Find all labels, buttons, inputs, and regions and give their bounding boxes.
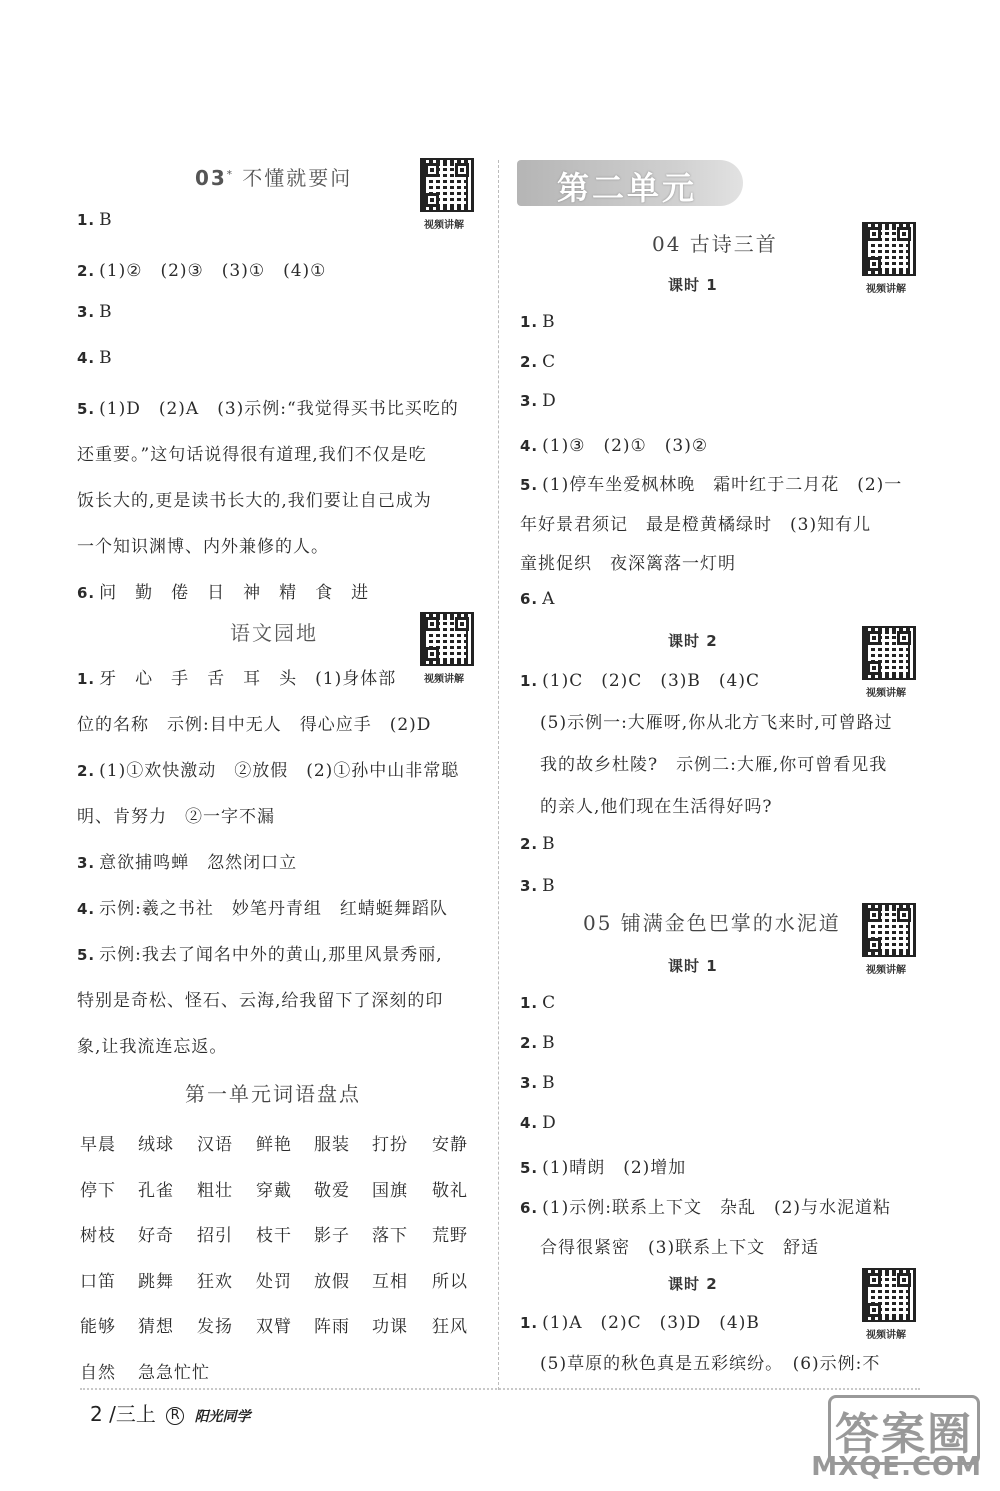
answer-text: C	[542, 993, 557, 1013]
question-number: 3.	[520, 1074, 539, 1092]
answer-text: 一个知识渊博、内外兼修的人。	[77, 537, 329, 557]
question-number: 5.	[77, 400, 96, 418]
question-number: 1.	[520, 1314, 539, 1332]
question-number: 1.	[520, 994, 539, 1012]
answer-text: D	[542, 1113, 557, 1133]
question-number: 1.	[520, 313, 539, 331]
word-item: 发扬	[197, 1317, 233, 1337]
answer-line	[540, 1349, 880, 1374]
qr-label: 视频讲解	[424, 674, 464, 685]
answer-text: 还重要。”这句话说得很有道理,我们不仅是吃	[77, 445, 427, 465]
word-item: 好奇	[138, 1226, 174, 1246]
answer-line	[77, 256, 326, 281]
answer-line	[77, 802, 275, 827]
answer-line	[520, 470, 902, 495]
answer-line	[77, 578, 369, 603]
answer-line	[77, 394, 459, 419]
word-item: 孔雀	[138, 1180, 174, 1201]
question-number: 6.	[520, 589, 539, 608]
lesson-04-class-2: 课时 2	[668, 632, 718, 650]
words-title: 第一单元词语盘点	[185, 1082, 361, 1106]
page-number: 2	[90, 1402, 103, 1426]
word-item: 停下	[80, 1180, 116, 1201]
answer-line	[540, 1233, 819, 1258]
question-number: 1.	[77, 211, 96, 229]
answer-line	[77, 894, 448, 919]
answer-text: 的亲人,他们现在生活得好吗?	[540, 797, 773, 817]
qr-code-icon[interactable]	[420, 612, 474, 666]
answer-line	[77, 348, 113, 368]
answer-line	[77, 302, 113, 322]
word-item: 能够	[80, 1317, 116, 1337]
word-item: 功课	[372, 1317, 408, 1337]
answer-line	[520, 876, 556, 896]
answer-text: B	[542, 1073, 556, 1093]
question-number: 2.	[77, 262, 96, 280]
word-item: 狂风	[432, 1317, 468, 1337]
word-item: 处罚	[256, 1271, 292, 1292]
word-item: 树枝	[80, 1226, 116, 1246]
page-footer	[90, 1398, 251, 1427]
footer-divider	[80, 1388, 920, 1390]
question-number: 2.	[77, 762, 96, 780]
answer-line	[520, 510, 871, 535]
answer-line	[77, 1032, 227, 1057]
answer-text: (5)草原的秋色真是五彩缤纷。 (6)示例:不	[540, 1354, 881, 1374]
qr-label: 视频讲解	[866, 688, 906, 699]
answer-text: (1)示例:联系上下文 杂乱 (2)与水泥道粘	[542, 1198, 892, 1218]
unit-banner	[517, 160, 743, 206]
word-item: 敬爱	[314, 1180, 350, 1201]
qr-label: 视频讲解	[866, 1330, 906, 1341]
lesson-03-title: 03* 不懂就要问	[195, 166, 353, 190]
answer-text: (1)③ (2)① (3)②	[542, 435, 709, 456]
answer-line	[520, 352, 556, 372]
word-item: 跳舞	[138, 1271, 174, 1292]
answer-text: 明、肯努力 ②一字不漏	[77, 807, 275, 827]
answer-line	[520, 993, 556, 1013]
answer-line	[77, 664, 396, 689]
answer-text: (1)C (2)C (3)B (4)C	[542, 671, 760, 691]
question-number: 3.	[520, 877, 539, 895]
question-number: 2.	[520, 835, 539, 853]
word-item: 打扮	[372, 1135, 408, 1155]
word-item: 敬礼	[432, 1180, 468, 1201]
answer-line	[77, 440, 427, 465]
answer-line	[520, 549, 736, 574]
word-item: 招引	[197, 1226, 233, 1246]
word-item: 互相	[372, 1271, 408, 1292]
answer-text: 位的名称 示例:目中无人 得心应手 (2)D	[77, 715, 432, 735]
word-item: 早晨	[80, 1135, 116, 1155]
question-number: 3.	[77, 303, 96, 321]
lesson-05-class-1: 课时 1	[668, 957, 718, 975]
answer-text: B	[542, 1033, 556, 1053]
question-number: 1.	[520, 672, 539, 690]
answer-text: B	[542, 312, 556, 332]
question-number: 5.	[520, 1159, 539, 1177]
word-item: 荒野	[432, 1226, 468, 1246]
word-item: 猜想	[138, 1317, 174, 1337]
word-item: 急急忙忙	[138, 1362, 210, 1383]
answer-line	[540, 750, 887, 775]
word-item: 鲜艳	[256, 1135, 292, 1155]
column-divider	[498, 160, 500, 1390]
question-number: 3.	[77, 854, 96, 872]
question-number: 2.	[520, 1034, 539, 1052]
qr-code-icon[interactable]	[862, 626, 916, 680]
word-item: 双臂	[256, 1317, 292, 1337]
answer-text: 象,让我流连忘返。	[77, 1037, 228, 1057]
word-item: 所以	[432, 1271, 468, 1292]
word-item: 影子	[314, 1226, 350, 1246]
question-number: 4.	[77, 900, 96, 918]
qr-code-icon[interactable]	[862, 222, 916, 276]
edition-badge: R	[166, 1407, 184, 1425]
question-number: 1.	[77, 670, 96, 688]
word-item: 穿戴	[256, 1180, 292, 1201]
answer-line	[77, 756, 459, 781]
question-number: 3.	[520, 392, 539, 410]
qr-code-icon[interactable]	[862, 903, 916, 957]
word-item: 放假	[314, 1271, 350, 1292]
answer-text: (1)停车坐爱枫林晚 霜叶红于二月花 (2)一	[542, 475, 903, 495]
answer-line	[520, 1113, 557, 1133]
watermark-logo: 答案圈	[828, 1395, 980, 1465]
word-item: 枝干	[256, 1226, 292, 1246]
answer-text: 童挑促织 夜深篱落一灯明	[520, 554, 736, 574]
answer-line	[520, 312, 556, 332]
answer-line	[77, 940, 443, 965]
garden-title: 语文园地	[230, 621, 318, 645]
answer-text: (1)晴朗 (2)增加	[542, 1158, 687, 1178]
answer-text: B	[99, 210, 113, 230]
answer-line	[520, 589, 555, 609]
word-item: 汉语	[197, 1135, 233, 1155]
word-item: 阵雨	[314, 1317, 350, 1337]
answer-text: B	[99, 302, 113, 322]
answer-text: 示例:羲之书社 妙笔丹青组 红蜻蜓舞蹈队	[99, 899, 448, 919]
answer-text: 问 勤 倦 日 神 精 食 进	[99, 583, 370, 603]
answer-line	[520, 666, 760, 691]
grade-label: /三上	[109, 1402, 156, 1426]
word-item: 服装	[314, 1135, 350, 1155]
answer-line	[520, 391, 557, 411]
answer-text: C	[542, 351, 557, 372]
answer-text: D	[542, 391, 557, 411]
question-number: 6.	[77, 584, 96, 602]
answer-text: 我的故乡杜陵? 示例二:大雁,你可曾看见我	[540, 755, 888, 775]
question-number: 4.	[520, 1114, 539, 1132]
word-item: 绒球	[138, 1135, 174, 1155]
answer-text: B	[542, 876, 556, 896]
answer-text: (1)A (2)C (3)D (4)B	[542, 1313, 760, 1333]
answer-text: (1)D (2)A (3)示例:“我觉得买书比买吃的	[99, 399, 459, 419]
question-number: 6.	[520, 1199, 539, 1217]
qr-code-icon[interactable]	[420, 158, 474, 212]
word-item: 落下	[372, 1226, 408, 1246]
answer-line	[520, 834, 556, 854]
question-number: 2.	[520, 352, 539, 371]
word-item: 粗壮	[197, 1180, 233, 1201]
lesson-05-title: 05 铺满金色巴掌的水泥道	[583, 911, 841, 935]
lesson-04-title: 04 古诗三首	[652, 232, 778, 256]
answer-line	[77, 486, 432, 511]
qr-label: 视频讲解	[424, 220, 464, 231]
word-item: 国旗	[372, 1180, 408, 1201]
word-item: 狂欢	[197, 1271, 233, 1292]
qr-code-icon[interactable]	[862, 1268, 916, 1322]
answer-text: (1)①欢快激动 ②放假 (2)①孙中山非常聪	[99, 761, 460, 781]
word-item: 安静	[432, 1135, 468, 1155]
brand-logo: 阳光同学	[194, 1408, 251, 1425]
answer-line	[540, 708, 893, 733]
answer-line	[520, 1308, 760, 1333]
answer-text: 特别是奇松、怪石、云海,给我留下了深刻的印	[77, 991, 444, 1011]
answer-line	[77, 210, 113, 230]
answer-text: (1)② (2)③ (3)① (4)①	[99, 261, 327, 281]
answer-line	[77, 848, 297, 873]
answer-text: 饭长大的,更是读书长大的,我们要让自己成为	[77, 491, 432, 511]
lesson-04-class-1: 课时 1	[668, 276, 718, 294]
answer-line	[520, 1153, 686, 1178]
unit-banner-text: 第二单元	[557, 169, 698, 207]
watermark-url: MXQE.COM	[811, 1452, 982, 1482]
answer-text: B	[99, 348, 113, 368]
answer-line	[520, 431, 708, 456]
qr-label: 视频讲解	[866, 284, 906, 295]
answer-line	[77, 710, 431, 735]
answer-text: 年好景君须记 最是橙黄橘绿时 (3)知有儿	[520, 514, 872, 535]
question-number: 5.	[77, 946, 96, 964]
answer-text: B	[542, 834, 556, 854]
answer-line	[520, 1073, 556, 1093]
answer-line	[520, 1033, 556, 1053]
answer-text: (5)示例一:大雁呀,你从北方飞来时,可曾路过	[540, 713, 893, 733]
lesson-05-class-2: 课时 2	[668, 1275, 718, 1293]
answer-line	[77, 532, 329, 557]
answer-line	[77, 986, 443, 1011]
question-number: 5.	[520, 476, 539, 494]
question-number: 4.	[77, 349, 96, 367]
answer-text: 示例:我去了闻名中外的黄山,那里风景秀丽,	[99, 945, 443, 965]
answer-line	[540, 792, 773, 817]
answer-text: 牙 心 手 舌 耳 头 (1)身体部	[99, 669, 397, 689]
answer-line	[520, 1193, 891, 1218]
qr-label: 视频讲解	[866, 965, 906, 976]
word-item: 自然	[80, 1362, 116, 1383]
answer-text: 意欲捕鸣蝉 忽然闭口立	[99, 853, 298, 873]
answer-text: 合得很紧密 (3)联系上下文 舒适	[540, 1238, 820, 1258]
word-item: 口笛	[80, 1271, 116, 1292]
answer-text: A	[542, 588, 556, 609]
question-number: 4.	[520, 436, 539, 455]
